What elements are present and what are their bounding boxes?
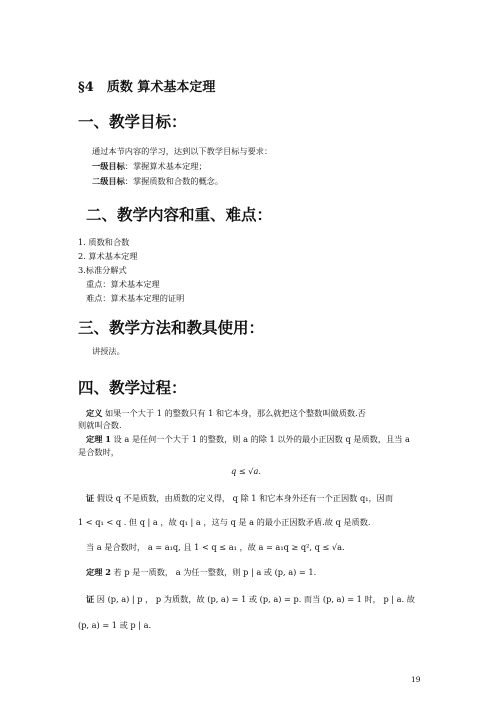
goal-level-2 [92, 176, 223, 187]
section-heading-method: 三、教学方法和教具使用： [78, 318, 265, 337]
theorem-2-text: 若 p 是一质数， a 为任一整数，则 p | a 或 (p, a) = 1. [110, 567, 317, 577]
content-item-1: 1. 质数和合数 [78, 237, 130, 247]
goal-level-1 [92, 161, 207, 172]
content-item-2: 2. 算术基本定理 [78, 251, 138, 261]
content-difficult-point: 难点：算术基本定理的证明 [86, 293, 185, 303]
theorem-1-label: 定理 1 [86, 434, 111, 444]
theorem-1-line-1 [86, 434, 410, 445]
proof-1-text-3: 当 a 是合数时， a = a₁q, 且 1 < q ≤ a₁ ，故 a = a₁q ≥ q², q ≤ √a. [86, 542, 345, 552]
content-item-3: 3.标准分解式 [78, 265, 127, 275]
proof-1-text-1: 假设 q 不是质数，由质数的定义得， q 除 1 和它本身外还有一个正因数 q₁，因而 [94, 493, 394, 503]
goal-level-1-label: 一级目标 [92, 161, 125, 171]
proof-2-line-1 [86, 594, 415, 605]
proof-1-label: 证 [86, 493, 95, 503]
proof-2-label: 证 [86, 594, 95, 604]
goal-level-2-text: ：掌握质数和合数的概念。 [124, 176, 224, 186]
section-heading-goals: 一、教学目标： [78, 112, 187, 131]
page-title: §4 质数 算术基本定理 [78, 80, 216, 95]
goal-level-2-label: 二级目标 [92, 176, 125, 186]
definition-line-1 [86, 408, 366, 419]
theorem-1-text-1: 设 a 是任何一个大于 1 的整数，则 a 的除 1 以外的最小正因数 q 是质数，且当 a [110, 434, 410, 444]
section-heading-process: 四、教学过程： [78, 378, 187, 397]
content-key-point: 重点：算术基本定理 [86, 279, 160, 289]
goal-level-1-text: ：掌握算术基本定理； [124, 161, 207, 171]
page-number: 19 [411, 675, 421, 684]
theorem-2-line [86, 567, 316, 578]
proof-1-line-1 [86, 493, 393, 504]
definition-text-1: 如果一个大于 1 的整数只有 1 和它本身，那么就把这个整数叫做质数.否 [102, 408, 366, 418]
theorem-1-text-2: 是合数时， [78, 447, 119, 457]
method-text: 讲授法。 [92, 346, 125, 356]
proof-2-text-1: 因 (p, a) | p ， p 为质数，故 (p, a) = 1 或 (p, a) = p. 而当 (p, a) = 1 时， p | a. 故 [94, 594, 415, 604]
proof-1-text-2: 1 < q₁ < q . 但 q | a ，故 q₁ | a ，这与 q 是 a 的最小正因数矛盾.故 q 是质数. [78, 517, 371, 527]
theorem-2-label: 定理 2 [86, 567, 111, 577]
definition-label: 定义 [86, 408, 103, 418]
goals-intro: 通过本节内容的学习，达到以下教学目标与要求： [92, 146, 273, 156]
section-heading-content: 二、教学内容和重、难点： [86, 205, 273, 224]
definition-text-2: 则就叫合数. [78, 420, 122, 430]
theorem-1-formula: q ≤ √a. [231, 466, 262, 476]
proof-2-text-2: (p, a) = 1 或 p | a. [78, 620, 152, 630]
